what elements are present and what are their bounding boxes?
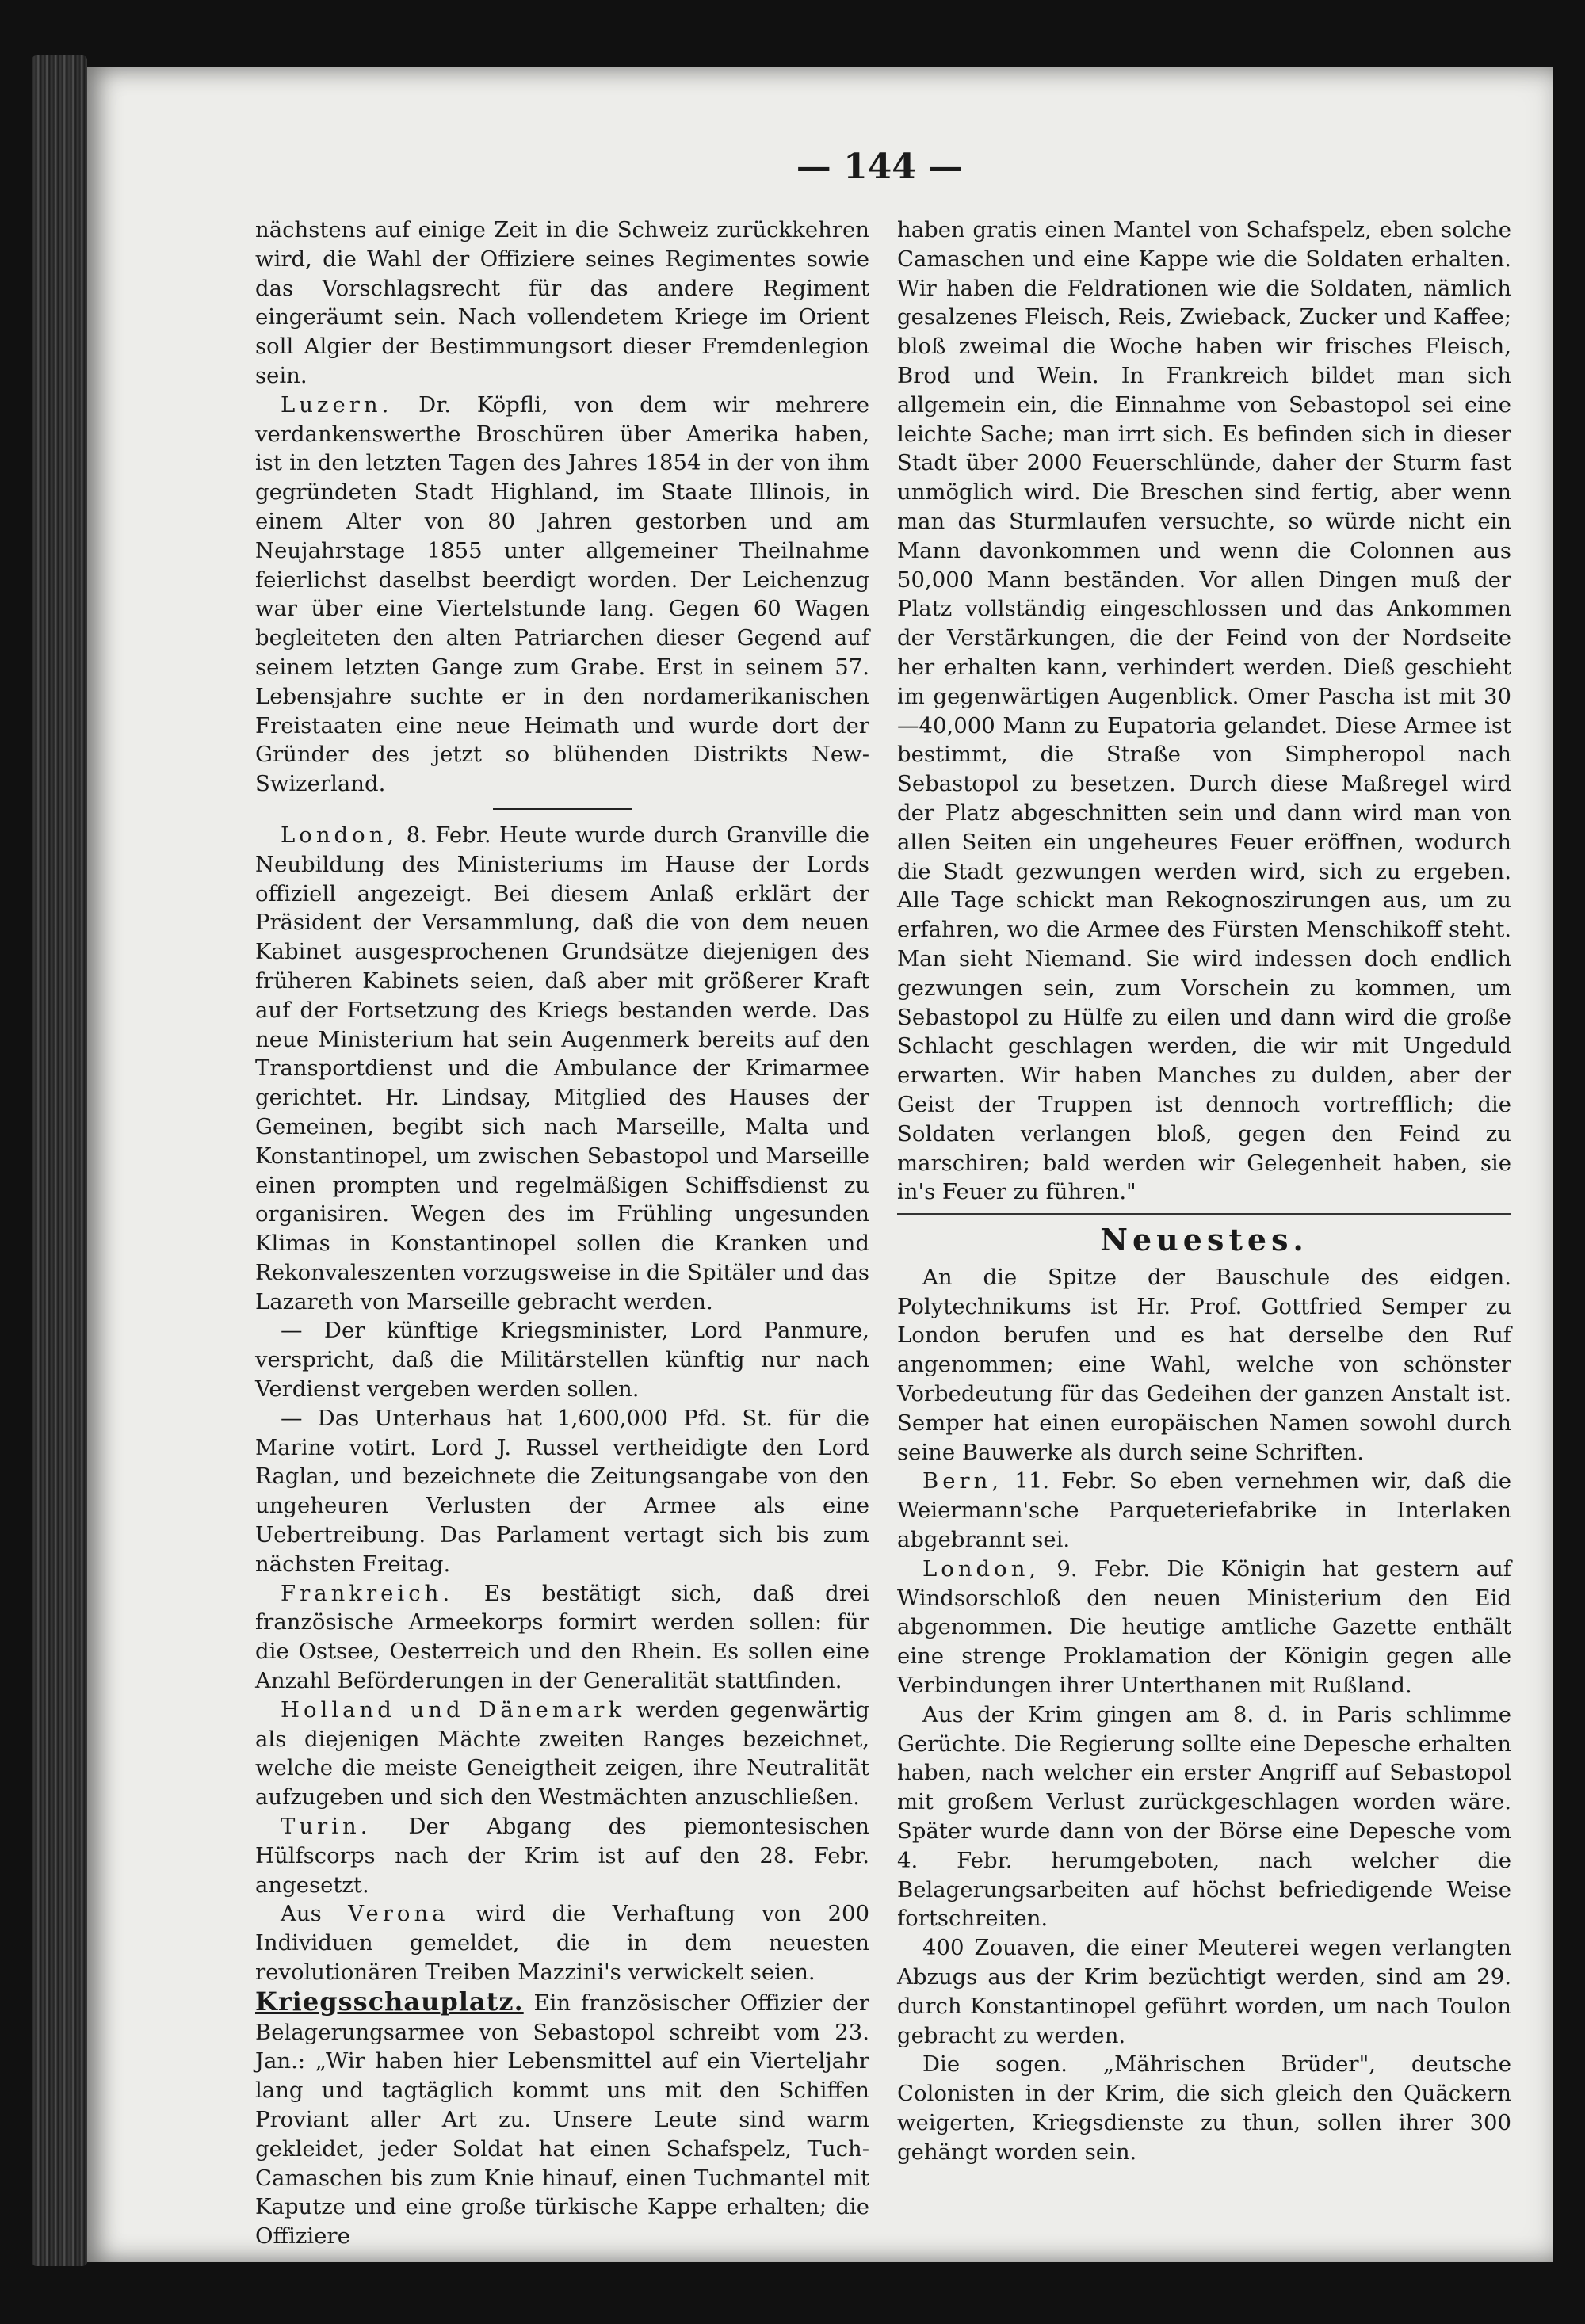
article-text: 8. Febr. Heute wurde durch Granville die Neubildung des Ministeriums im Hause der Lords offiziell angezeigt. Bei diesem Anlaß erklärt der Präsident der Versammlung, daß die von dem neuen Kabinet ausgesprochenen Grundsätze diejenigen des früheren Kabinets seien, daß aber mit größerer Kraft auf der Fortsetzung des Kriegs bestanden werde. Das neue Ministerium hat sein Augenmerk bereits auf den Transportdienst und die Ambulance der Krimarmee gerichtet. Hr. Lindsay, Mitglied des Hauses der Gemeinen, begibt sich nach Marseille, Malta und Konstantinopel, um zwischen Sebastopol und Marseille einen prompten und regelmäßigen Schiffsdienst zu organisiren. Wegen des im Frühling ungesunden Klimas in Konstantinopel sollen die Kranken und Rekonvaleszenten vorzugsweise in die Spitäler und das Lazareth von Marseille gebracht werden.: [255, 822, 869, 1315]
article-paragraph: haben gratis einen Mantel von Schafspelz, eben solche Camaschen und eine Kappe wie die Soldaten erhalten. Wir haben die Feldrationen wie die Soldaten, nämlich gesalzenes Fleisch, Reis, Zwieback, Zucker und Kaffee; bloß zweimal die Woche haben wir frisches Fleisch, Brod und Wein. In Frankreich bildet man sich allgemein ein, die Einnahme von Sebastopol sei eine leichte Sache; man irrt sich. Es befinden sich in dieser Stadt über 2000 Feuerschlünde, daher der Sturm fast unmöglich wird. Die Breschen sind fertig, aber wenn man das Sturmlaufen versuchte, so würde nicht ein Mann davonkommen und wenn die Colonnen aus 50,000 Mann beständen. Vor allen Dingen muß der Platz vollständig eingeschlossen und das Ankommen der Verstärkungen, die der Feind von der Nordseite her erhalten kann, verhindert werden. Dieß geschieht im gegenwärtigen Augenblick. Omer Pascha ist mit 30—40,000 Mann zu Eupatoria gelandet. Diese Armee ist bestimmt, die Straße von Simpheropol nach Sebastopol zu besetzen. Durch diese Maßregel wird der Platz abgeschnitten sein und dann wird man von allen Seiten ein ungeheures Feuer eröffnen, wodurch die Stadt gezwungen werden wird, sich zu ergeben. Alle Tage schickt man Rekognoszirungen aus, um zu erfahren, wo die Armee des Fürsten Menschikoff steht. Man sieht Niemand. Sie wird indessen doch endlich gezwungen sein, zum Vorschein zu kommen, um Sebastopol zu Hülfe zu eilen und dann wird die große Schlacht geschlagen werden, die wir mit Ungeduld erwarten. Wir haben Manches zu dulden, aber der Geist der Truppen ist dennoch vortrefflich; die Soldaten verlangen bloß, gegen den Feind zu marschiren; bald werden wir Gelegenheit haben, sie in's Feuer zu führen.": [897, 217, 1511, 1205]
article-paragraph: Die sogen. „Mährischen Brüder", deutsche Colonisten in der Krim, die sich gleich den Quäckern weigerten, Kriegsdienste zu thun, sollen ihrer 300 gehängt worden sein.: [897, 2051, 1511, 2165]
left-column: [255, 216, 869, 2251]
dateline: Holland und Dänemark: [281, 1696, 626, 1723]
article-paragraph: nächstens auf einige Zeit in die Schweiz zurückkehren wird, die Wahl der Offiziere seines Regimentes sowie das Vorschlagsrecht für das andere Regiment eingeräumt sein. Nach vollendetem Kriege im Orient soll Algier der Bestimmungsort dieser Fremdenlegion sein.: [255, 217, 869, 388]
dateline: London,: [922, 1555, 1041, 1582]
article-holland: [255, 1696, 869, 1812]
separator-rule: [897, 1213, 1511, 1215]
article-text: Es bestätigt sich, daß drei französische Armeekorps formirt werden sollen: für die Ostsee, Oesterreich und den Rhein. Es sollen eine Anzahl Beförderungen in der Generalität stattfinden.: [255, 1580, 869, 1694]
article-text: 11. Febr. So eben vernehmen wir, daß die Weiermann'sche Parqueteriefabrike in Interlaken abgebrannt sei.: [897, 1468, 1511, 1553]
article-london: [255, 821, 869, 1317]
section-heading-inline: Kriegsschauplatz.: [255, 1986, 524, 2017]
article-paragraph: — Das Unterhaus hat 1,600,000 Pfd. St. für die Marine votirt. Lord J. Russel vertheidigte den Lord Raglan, und bezeichnete die Zeitungsangabe von den ungeheuren Verlusten der Armee als eine Uebertreibung. Das Parlament vertagt sich bis zum nächsten Freitag.: [255, 1405, 869, 1577]
article-text: wird die Verhaftung von 200 Individuen gemeldet, die in dem neuesten revolutionären Treiben Mazzini's verwickelt seien.: [255, 1901, 869, 1986]
article-text: 9. Febr. Die Königin hat gestern auf Windsorschloß den neuen Ministerium den Eid abgenommen. Die heutige amtliche Gazette enthält eine strenge Proklamation der Königin gegen alle Verbindungen ihrer Unterthanen mit Rußland.: [897, 1555, 1511, 1699]
article-kriegsschauplatz: [255, 1987, 869, 2251]
page-number: — 144 —: [796, 147, 964, 187]
article-frankreich: [255, 1579, 869, 1696]
article-text: werden gegenwärtig als diejenigen Mächte zweiten Ranges bezeichnet, welche die meiste Geneigtheit zeigen, ihre Neutralität aufzugeben und sich den Westmächten anzuschließen.: [255, 1696, 869, 1811]
dateline: Luzern.: [281, 391, 393, 418]
article-bern: [897, 1467, 1511, 1554]
section-heading: Neuestes.: [1100, 1222, 1308, 1258]
article-text: Dr. Köpfli, von dem wir mehrere verdankenswerthe Broschüren über Amerika haben, ist in den letzten Tagen des Jahres 1854 in der von ihm gegründeten Stadt Highland, im Staate Illinois, in einem Alter von 80 Jahren gestorben und am Neujahrstage 1855 unter allgemeiner Theilnahme feierlichst daselbst beerdigt worden. Der Leichenzug war über eine Viertelstunde lang. Gegen 60 Wagen begleiteten den alten Patriarchen dieser Gegend auf seinem letzten Gange zum Grabe. Erst in seinem 57. Lebensjahre suchte er in den nordamerikanischen Freistaaten eine neue Heimath und wurde dort der Gründer des jetzt so blühenden Distrikts New-Swizerland.: [255, 391, 869, 797]
dateline: Verona: [348, 1901, 449, 1927]
book-binding: [32, 55, 87, 2266]
article-text: Ein französischer Offizier der Belagerungsarmee von Sebastopol schreibt vom 23. Jan.: „Wir haben hier Lebensmittel auf ein Vierteljahr lang und tagtäglich kommt uns mit den Schiffen Proviant aller Art zu. Unsere Leute sind warm gekleidet, jeder Soldat hat einen Schafspelz, Tuch-Camaschen bis zum Knie hinauf, einen Tuchmantel mit Kaputze und eine große türkische Kappe erhalten; die Offiziere: [255, 1990, 869, 2250]
right-column: [897, 216, 1511, 2167]
article-text: Der Abgang des piemontesischen Hülfscorps nach der Krim ist auf den 28. Febr. angesetzt.: [255, 1814, 869, 1898]
article-paragraph: Aus der Krim gingen am 8. d. in Paris schlimme Gerüchte. Die Regierung sollte eine Depesche erhalten haben, nach welcher ein erster Angriff auf Sebastopol mit großem Verlust zurückgeschlagen worden wäre. Später wurde dann von der Börse eine Depesche vom 4. Febr. herumgeboten, nach welcher die Belagerungsarbeiten auf höchst befriedigende Weise fortschreiten.: [897, 1701, 1511, 1932]
article-luzern: [255, 391, 869, 799]
article-paragraph: — Der künftige Kriegsminister, Lord Panmure, verspricht, daß die Militärstellen künftig nur nach Verdienst vergeben werden sollen.: [255, 1318, 869, 1402]
article-lead: Aus: [281, 1901, 322, 1927]
dateline: Frankreich.: [281, 1580, 454, 1606]
article-london: [897, 1555, 1511, 1700]
article-turin: [255, 1812, 869, 1899]
dateline: London,: [281, 822, 399, 848]
dateline: Bern,: [922, 1468, 1003, 1494]
separator-rule: [493, 808, 632, 810]
dateline: Turin.: [281, 1814, 372, 1840]
article-paragraph: An die Spitze der Bauschule des eidgen. Polytechnikums ist Hr. Prof. Gottfried Semper zu London berufen und es hat derselbe den Ruf angenommen; eine Wahl, welche von schönster Vorbedeutung für das Gedeihen der ganzen Anstalt ist. Semper hat einen europäischen Namen sowohl durch seine Bauwerke als durch seine Schriften.: [897, 1264, 1511, 1465]
article-verona: [255, 1899, 869, 1986]
article-paragraph: 400 Zouaven, die einer Meuterei wegen verlangten Abzugs aus der Krim bezüchtigt werden, sind am 29. durch Konstantinopel geführt worden, um nach Toulon gebracht zu werden.: [897, 1935, 1511, 2048]
